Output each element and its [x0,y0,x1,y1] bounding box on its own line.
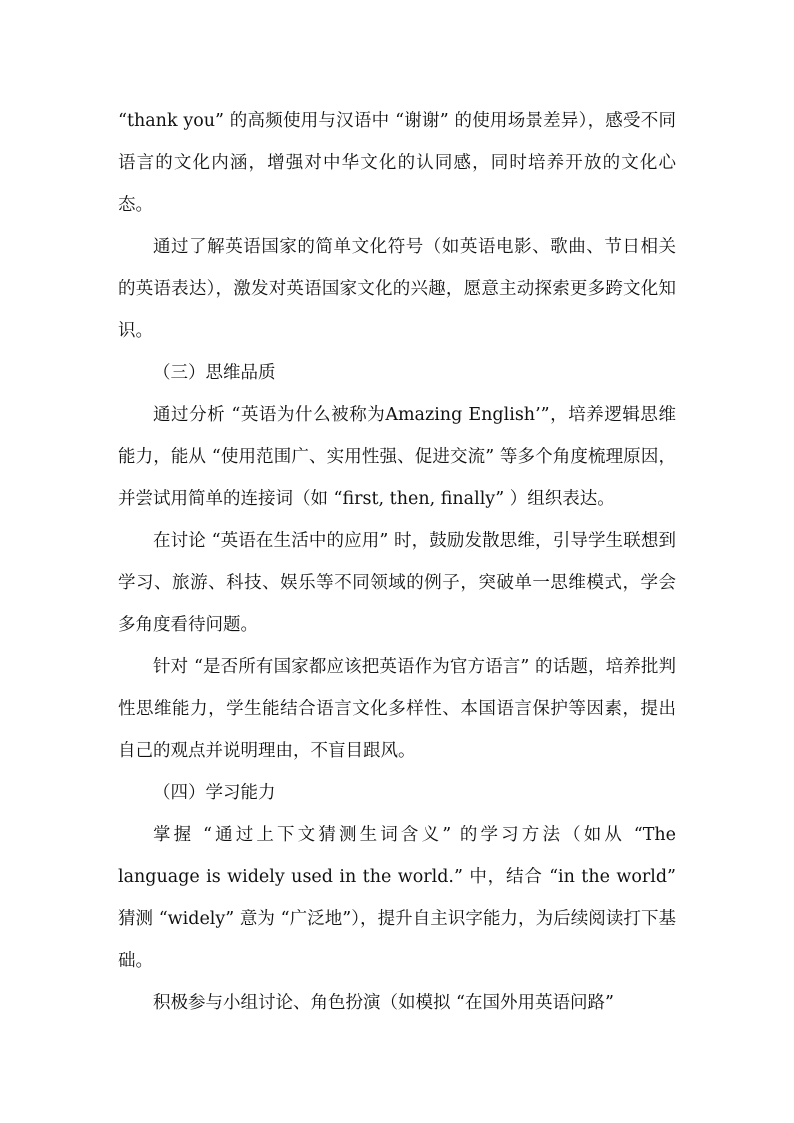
paragraph-group-discussion: 积极参与小组讨论、角色扮演（如模拟 “在国外用英语问路” [153,993,614,1013]
paragraph-logical-thinking: 通过分析 “英语为什么被称为Amazing English’”，培养逻辑思维能力，能从 “使用范围广、实用性强、促进交流” 等多个角度梳理原因，并尝试用简单的连接词（如 “first, then, finally” ）组织表达。 [118,405,676,509]
paragraph-context-guessing: 掌握 “通过上下文猜测生词含义” 的学习方法（如从 “The language is widely used in the world.” 中，结合 “in the world” 猜测 “widely” 意为 “广泛地”），提升自主识字能力，为后续阅读打下基础。 [118,825,676,971]
section-heading-learning-ability: （四）学习能力 [153,783,276,803]
paragraph-divergent-thinking: 在讨论 “英语在生活中的应用” 时，鼓励发散思维，引导学生联想到学习、旅游、科技、娱乐等不同领域的例子，突破单一思维模式，学会多角度看待问题。 [118,531,676,635]
paragraph-critical-thinking: 针对 “是否所有国家都应该把英语作为官方语言” 的话题，培养批判性思维能力，学生能结合语言文化多样性、本国语言保护等因素，提出自己的观点并说明理由，不盲目跟风。 [118,657,676,761]
paragraph-culture-continuation: “thank you” 的高频使用与汉语中 “谢谢” 的使用场景差异），感受不同语言的文化内涵，增强对中华文化的认同感，同时培养开放的文化心态。 [118,111,676,215]
document-body [118,100,676,1024]
section-heading-thinking-quality: （三）思维品质 [153,363,276,383]
paragraph-culture-symbols: 通过了解英语国家的简单文化符号（如英语电影、歌曲、节日相关的英语表达），激发对英语国家文化的兴趣，愿意主动探索更多跨文化知识。 [118,237,676,341]
